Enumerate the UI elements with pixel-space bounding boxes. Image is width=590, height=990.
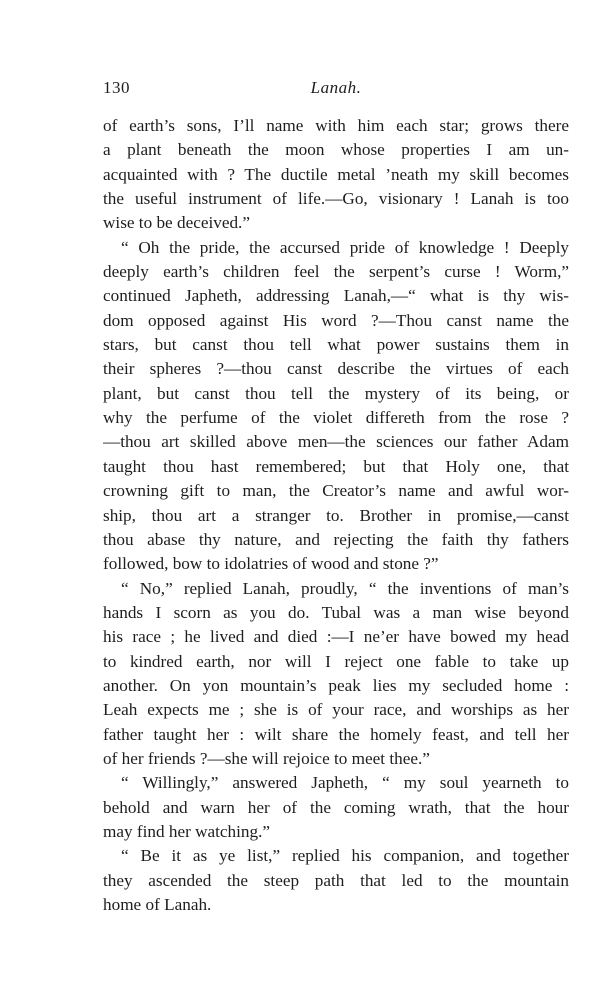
text-line: may find her watching.” (103, 821, 271, 841)
text-line: continued Japheth, addressing Lanah,—“ what is thy wis- (103, 286, 569, 306)
text-line: dom opposed against His word ?—Thou canst name the (103, 310, 569, 330)
text-line: of her friends ?—she will rejoice to meet thee.” (103, 748, 430, 768)
body-text (103, 114, 569, 917)
text-line: “ Be it as ye list,” replied his companion, and together (121, 846, 569, 866)
text-line: home of Lanah. (103, 895, 212, 914)
text-line: his race ; he lived and died :—I ne’er have bowed my head (103, 627, 569, 647)
text-line: plant, but canst thou tell the mystery of its being, or (103, 383, 569, 403)
text-line: why the perfume of the violet differeth from the rose ? (103, 408, 569, 428)
text-line: their spheres ?—thou canst describe the virtues of each (103, 359, 569, 379)
text-line: ship, thou art a stranger to. Brother in promise,—canst (103, 505, 569, 525)
text-line: “ Oh the pride, the accursed pride of knowledge ! Deeply (121, 237, 569, 257)
text-line: of earth’s sons, I’ll name with him each star; grows there (103, 116, 569, 135)
text-line: hands I scorn as you do. Tubal was a man wise beyond (103, 602, 569, 622)
text-line: behold and warn her of the coming wrath, that the hour (103, 797, 569, 817)
text-line: thou abase thy nature, and rejecting the faith thy fathers (103, 529, 569, 549)
text-line: deeply earth’s children feel the serpent’s curse ! Worm,” (103, 262, 569, 282)
running-title: Lanah. (310, 78, 362, 97)
text-line: wise to be deceived.” (103, 213, 250, 233)
text-line: crowning gift to man, the Creator’s name and awful wor- (103, 481, 569, 501)
text-line: acquainted with ? The ductile metal ’neath my skill becomes (103, 164, 569, 184)
text-line: stars, but canst thou tell what power sustains them in (103, 335, 569, 355)
text-line: “ No,” replied Lanah, proudly, “ the inventions of man’s (121, 578, 569, 598)
text-line: taught thou hast remembered; but that Holy one, that (103, 456, 569, 476)
text-line: to kindred earth, nor will I reject one fable to take up (103, 651, 569, 671)
text-line: father taught her : wilt share the homely feast, and tell her (103, 724, 569, 744)
text-line: Leah expects me ; she is of your race, and worships as her (103, 700, 569, 720)
text-line: —thou art skilled above men—the sciences our father Adam (103, 432, 569, 452)
text-line: another. On yon mountain’s peak lies my secluded home : (103, 675, 569, 695)
text-line: they ascended the steep path that led to the mountain (103, 870, 569, 890)
page-header (103, 78, 569, 102)
text-line: a plant beneath the moon whose properties I am un- (103, 140, 569, 160)
text-line: “ Willingly,” answered Japheth, “ my soul yearneth to (121, 773, 569, 793)
text-line: the useful instrument of life.—Go, visionary ! Lanah is too (103, 189, 569, 209)
page-number: 130 (103, 78, 130, 97)
text-line: followed, bow to idolatries of wood and stone ?” (103, 554, 439, 574)
